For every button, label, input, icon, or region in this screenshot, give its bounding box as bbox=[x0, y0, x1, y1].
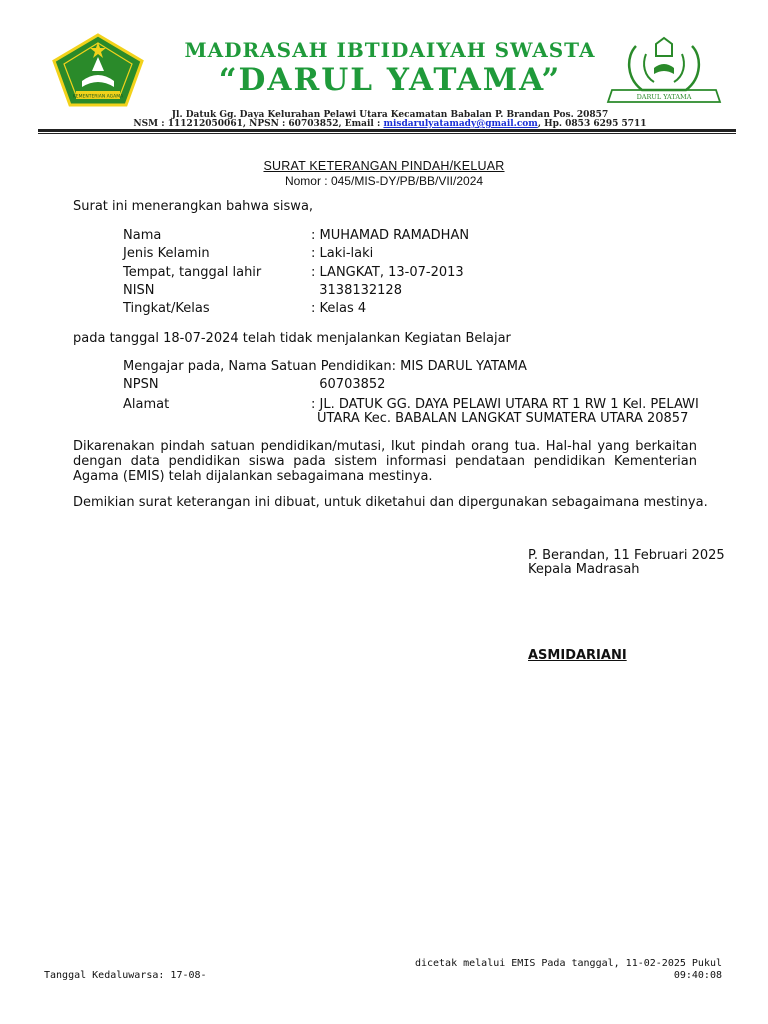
npsn-label: NPSN bbox=[123, 377, 159, 392]
student-value-name: : MUHAMAD RAMADHAN bbox=[311, 228, 470, 243]
student-value-class: : Kelas 4 bbox=[311, 301, 367, 316]
contact-suffix: , Hp. 0853 6295 5711 bbox=[537, 119, 647, 129]
signer-position: Kepala Madrasah bbox=[528, 562, 640, 577]
school-contact bbox=[110, 119, 670, 129]
alamat-value-line1: : JL. DATUK GG. DAYA PELAWI UTARA RT 1 RW 1 Kel. PELAWI bbox=[311, 397, 699, 412]
signer-name: ASMIDARIANI bbox=[528, 648, 627, 663]
student-value-birth: : LANGKAT, 13-07-2013 bbox=[311, 265, 464, 280]
intro-text: Surat ini menerangkan bahwa siswa, bbox=[73, 199, 314, 214]
expiry-date: Tanggal Kedaluwarsa: 17-08- bbox=[44, 970, 207, 981]
student-value-gender: : Laki-laki bbox=[311, 246, 374, 261]
school-type: MADRASAH IBTIDAIYAH SWASTA bbox=[184, 38, 596, 62]
school-logo-label: DARUL YATAMA bbox=[636, 93, 692, 101]
email-link[interactable]: misdarulyatamady@gmail.com bbox=[383, 119, 538, 129]
reason-line1: Dikarenakan pindah satuan pendidikan/mutasi, Ikut pindah orang tua. Hal-hal yang berkaitan bbox=[73, 439, 697, 454]
student-label-class: Tingkat/Kelas bbox=[123, 301, 210, 316]
letter-title: SURAT KETERANGAN PINDAH/KELUAR bbox=[263, 159, 505, 173]
closing-text: Demikian surat keterangan ini dibuat, untuk diketahui dan dipergunakan sebagaimana mestinya. bbox=[73, 495, 708, 510]
printed-info-line1: dicetak melalui EMIS Pada tanggal, 11-02-2025 Pukul bbox=[414, 958, 722, 969]
student-label-gender: Jenis Kelamin bbox=[123, 246, 210, 261]
contact-prefix: NSM : 111212050061, NPSN : 60703852, Email : bbox=[133, 119, 384, 129]
alamat-value-line2: UTARA Kec. BABALAN LANGKAT SUMATERA UTARA 20857 bbox=[317, 411, 689, 426]
place-date: P. Berandan, 11 Februari 2025 bbox=[528, 548, 725, 563]
reason-line3: Agama (EMIS) telah dijalankan sebagaimana mestinya. bbox=[73, 469, 433, 484]
student-label-birth: Tempat, tanggal lahir bbox=[123, 265, 262, 280]
reason-line2: dengan data pendidikan siswa pada sistem informasi pendataan pendidikan Kementerian bbox=[73, 454, 697, 469]
student-value-nisn: 3138132128 bbox=[311, 283, 402, 298]
alamat-label: Alamat bbox=[123, 397, 170, 412]
school-info-line: Mengajar pada, Nama Satuan Pendidikan: MIS DARUL YATAMA bbox=[123, 359, 527, 374]
header-divider bbox=[38, 129, 736, 132]
header-divider-thin bbox=[38, 133, 736, 134]
student-label-name: Nama bbox=[123, 228, 162, 243]
school-address: Jl. Datuk Gg. Daya Kelurahan Pelawi Utara Kecamatan Babalan P. Brandan Pos. 20857 bbox=[171, 110, 609, 120]
letter-number: Nomor : 045/MIS-DY/PB/BB/VII/2024 bbox=[284, 174, 484, 188]
student-label-nisn: NISN bbox=[123, 283, 155, 298]
printed-info-line2: 09:40:08 bbox=[673, 970, 722, 981]
ministry-logo bbox=[52, 33, 144, 107]
statement-text: pada tanggal 18-07-2024 telah tidak menjalankan Kegiatan Belajar bbox=[73, 331, 511, 346]
school-name: “DARUL YATAMA” bbox=[218, 62, 562, 98]
npsn-value: 60703852 bbox=[311, 377, 386, 392]
ministry-logo-label: KEMENTERIAN AGAMA bbox=[72, 94, 124, 100]
